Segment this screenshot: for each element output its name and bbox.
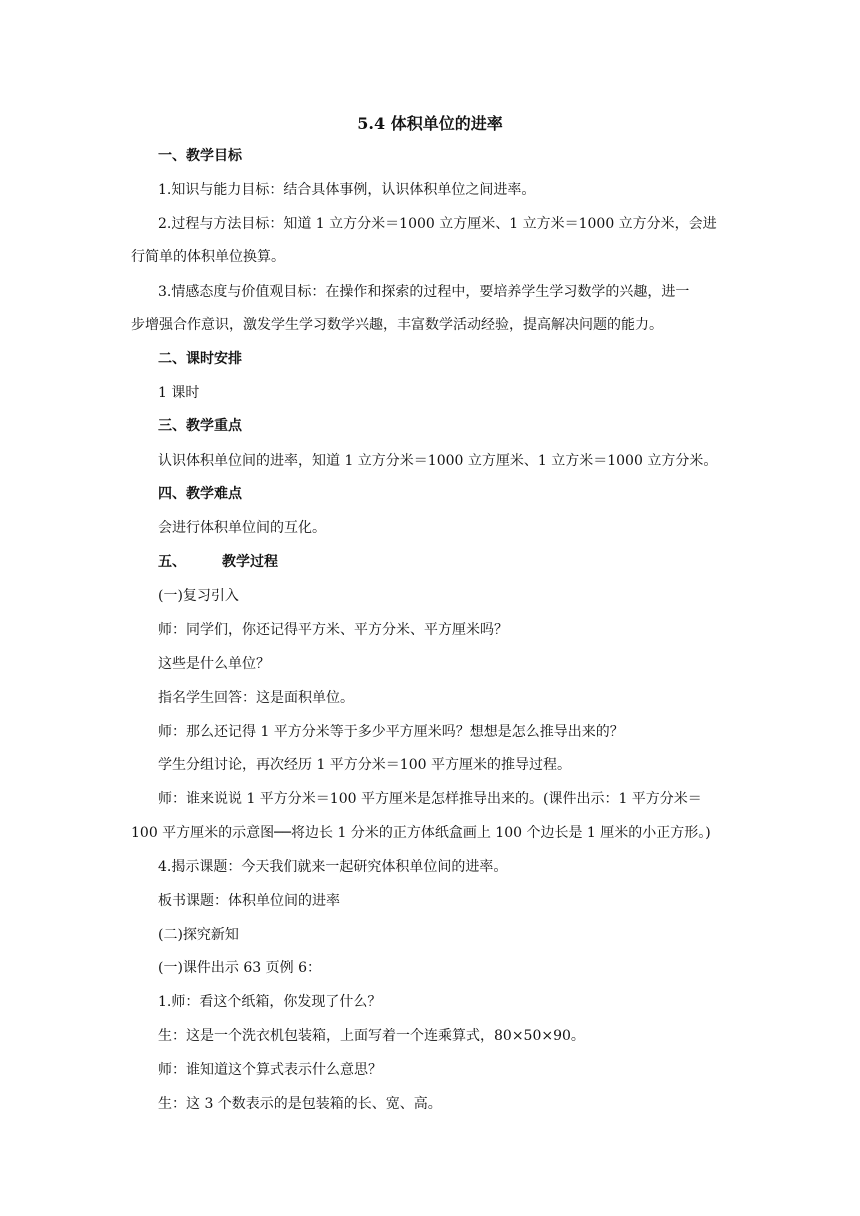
- section-heading-process: [158, 552, 278, 572]
- section-heading-key-points: 三、教学重点: [158, 418, 242, 434]
- subsection-heading: (一)复习引入: [158, 588, 239, 604]
- paragraph: 师：谁知道这个算式表示什么意思？: [158, 1062, 382, 1078]
- paragraph: 生：这是一个洗衣机包装箱，上面写着一个连乘算式，80×50×90。: [158, 1028, 585, 1044]
- paragraph: 师：那么还记得 1 平方分米等于多少平方厘米吗？想想是怎么推导出来的？: [158, 724, 624, 740]
- section-number: 五、: [158, 554, 186, 570]
- page-title: 5.4 体积单位的进率: [357, 114, 503, 133]
- paragraph-continuation: 行简单的体积单位换算。: [131, 249, 285, 265]
- paragraph-continuation: 步增强合作意识，激发学生学习数学兴趣，丰富数学活动经验，提高解决问题的能力。: [131, 317, 663, 333]
- section-heading-objectives: 一、教学目标: [158, 148, 242, 164]
- section-heading-difficulties: 四、教学难点: [158, 486, 242, 502]
- paragraph: 4.揭示课题：今天我们就来一起研究体积单位间的进率。: [158, 859, 508, 875]
- paragraph: 师：同学们，你还记得平方米、平方分米、平方厘米吗？: [158, 622, 508, 638]
- paragraph-continuation: 100 平方厘米的示意图──将边长 1 分米的正方体纸盒画上 100 个边长是 1 厘米的小正方形。): [131, 825, 711, 841]
- paragraph: 学生分组讨论，再次经历 1 平方分米＝100 平方厘米的推导过程。: [158, 757, 571, 773]
- section-heading-schedule: 二、课时安排: [158, 351, 242, 367]
- paragraph: 师：谁来说说 1 平方分米＝100 平方厘米是怎样推导出来的。(课件出示：1 平方分米＝: [158, 791, 702, 807]
- paragraph: (一)课件出示 63 页例 6：: [158, 960, 321, 976]
- paragraph: 1 课时: [158, 385, 200, 401]
- paragraph: 板书课题：体积单位间的进率: [158, 893, 340, 909]
- paragraph: 会进行体积单位间的互化。: [158, 520, 326, 536]
- subsection-heading: (二)探究新知: [158, 927, 239, 943]
- paragraph: 2.过程与方法目标：知道 1 立方分米＝1000 立方厘米、1 立方米＝1000 立方分米，会进: [158, 216, 717, 232]
- paragraph: 认识体积单位间的进率，知道 1 立方分米＝1000 立方厘米、1 立方米＝1000 立方分米。: [158, 453, 718, 469]
- paragraph: 3.情感态度与价值观目标：在操作和探索的过程中，要培养学生学习数学的兴趣，进一: [158, 284, 690, 300]
- paragraph: 生：这 3 个数表示的是包装箱的长、宽、高。: [158, 1096, 442, 1112]
- paragraph: 1.师：看这个纸箱，你发现了什么？: [158, 994, 382, 1010]
- section-title: 教学过程: [222, 554, 278, 570]
- paragraph: 1.知识与能力目标：结合具体事例，认识体积单位之间进率。: [158, 182, 536, 198]
- paragraph: 指名学生回答：这是面积单位。: [158, 690, 354, 706]
- paragraph: 这些是什么单位？: [158, 656, 270, 672]
